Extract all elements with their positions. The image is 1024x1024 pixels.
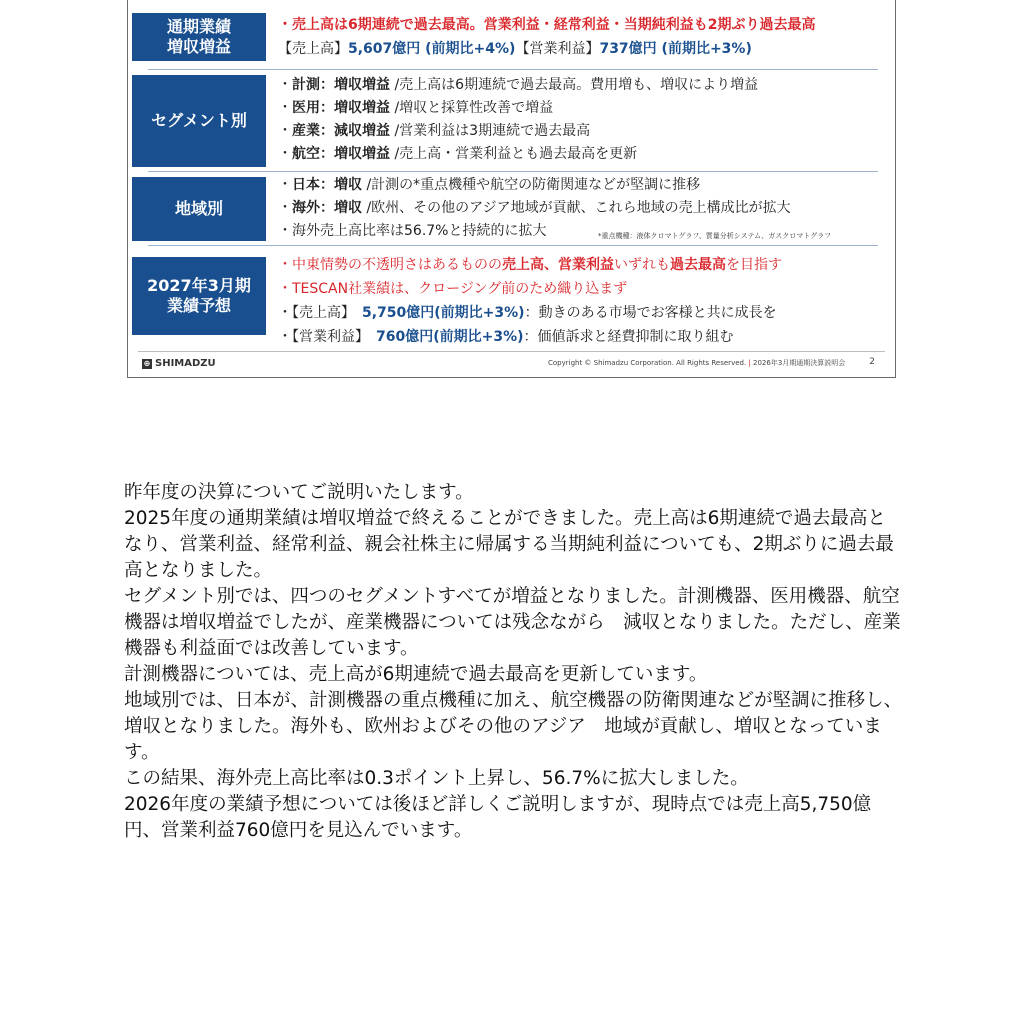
copyright: Copyright © Shimadzu Corporation. All Rights Reserved. | 2026年3月期通期決算説明会 bbox=[548, 359, 846, 367]
line-segment: いずれも bbox=[614, 257, 670, 273]
shimadzu-mark-icon: ⊕ bbox=[143, 358, 151, 368]
line-segment: /売上高・営業利益とも過去最高を更新 bbox=[390, 146, 638, 162]
line-segment: ・ bbox=[278, 123, 292, 139]
line-segment: ：動きのある市場でお客様と共に成長を bbox=[524, 305, 777, 321]
label-annual-results: 通期業績 増収増益 bbox=[132, 13, 266, 61]
line-segment: ・ bbox=[278, 200, 292, 216]
region-line-1 bbox=[278, 175, 700, 195]
segment-line-3 bbox=[278, 121, 590, 141]
key-models-note: *重点機種：液体クロマトグラフ、質量分析システム、ガスクロマトグラフ bbox=[598, 232, 832, 240]
line-segment: 売上高、営業利益 bbox=[502, 257, 614, 273]
slide-footer bbox=[128, 351, 895, 377]
line-segment: /売上高は6期連続で過去最高。費用増も、増収により増益 bbox=[390, 77, 759, 93]
segment-line-1 bbox=[278, 75, 758, 95]
line-segment: 過去最高 bbox=[670, 257, 726, 273]
separator bbox=[148, 69, 878, 70]
line-segment: /計測の*重点機種や航空の防衛関連などが堅調に推移 bbox=[362, 177, 701, 193]
separator bbox=[148, 171, 878, 172]
speaker-notes bbox=[124, 480, 904, 844]
line-segment: 【売上高】 bbox=[278, 41, 348, 57]
line-segment: /欧州、その他のアジア地域が貢献、これら地域の売上構成比が拡大 bbox=[362, 200, 791, 216]
line-segment: ・ bbox=[278, 77, 292, 93]
label-segment: セグメント別 bbox=[132, 75, 266, 167]
line-segment: 産業：減収増益 bbox=[292, 123, 390, 139]
note-paragraph: 地域別では、日本が、計測機器の重点機種に加え、航空機器の防衛関連などが堅調に推移し、増収となりました。海外も、欧州およびその他のアジア 地域が貢献し、増収となっています。 bbox=[124, 690, 903, 763]
line-segment: 医用：増収増益 bbox=[292, 100, 390, 116]
line-segment: 760億円(前期比+3%) bbox=[376, 329, 524, 345]
note-paragraph: 2025年度の通期業績は増収増益で終えることができました。売上高は6期連続で過去最高となり、営業利益、経常利益、親会社株主に帰属する当期純利益についても、2期ぶりに過去最高となりました。 bbox=[124, 508, 894, 581]
note-paragraph: この結果、海外売上高比率は0.3ポイント上昇し、56.7%に拡大しました。 bbox=[124, 768, 749, 789]
line-segment: 海外：増収 bbox=[292, 200, 362, 216]
line-segment: ・ bbox=[278, 100, 292, 116]
line-segment: を目指す bbox=[726, 257, 782, 273]
label-region: 地域別 bbox=[132, 177, 266, 241]
note-paragraph: 計測機器については、売上高が6期連続で過去最高を更新しています。 bbox=[124, 664, 708, 685]
note-paragraph: 2026年度の業績予想については後ほど詳しくご説明しますが、現時点では売上高5,750億円、営業利益760億円を見込んでいます。 bbox=[124, 794, 872, 841]
line-segment: ・ bbox=[278, 223, 292, 239]
shimadzu-logo: ⊕ SHIMADZU bbox=[143, 358, 216, 369]
line-segment: 737億円 (前期比+3%) bbox=[599, 41, 752, 57]
separator bbox=[148, 245, 878, 246]
line-segment: 中東情勢の不透明さはあるものの bbox=[292, 257, 502, 273]
line-segment: ・【売上高】 bbox=[278, 305, 362, 321]
line-segment: ：価値訴求と経費抑制に取り組む bbox=[523, 329, 734, 345]
segment-line-2 bbox=[278, 98, 553, 118]
line-segment: ・【営業利益】 bbox=[278, 329, 376, 345]
forecast-line-2 bbox=[278, 279, 627, 299]
region-line-2 bbox=[278, 198, 791, 218]
line-segment: 【営業利益】 bbox=[515, 41, 600, 57]
annual-line-2 bbox=[278, 39, 752, 59]
forecast-line-3 bbox=[278, 303, 777, 323]
annual-line-1 bbox=[278, 15, 815, 35]
line-segment: 5,750億円(前期比+3%) bbox=[362, 305, 525, 321]
slide bbox=[127, 0, 896, 378]
line-segment: 売上高は6期連続で過去最高。営業利益・経常利益・当期純利益も2期ぶり過去最高 bbox=[292, 17, 816, 33]
line-segment: /営業利益は3期連続で過去最高 bbox=[390, 123, 591, 139]
note-paragraph: 昨年度の決算についてご説明いたします。 bbox=[124, 482, 474, 503]
segment-line-4 bbox=[278, 144, 637, 164]
line-segment: TESCAN社業績は、クロージング前のため織り込まず bbox=[292, 281, 628, 297]
line-segment: 航空：増収増益 bbox=[292, 146, 390, 162]
region-line-3 bbox=[278, 221, 546, 241]
note-paragraph: セグメント別では、四つのセグメントすべてが増益となりました。計測機器、医用機器、航空機器は増収増益でしたが、産業機器については残念ながら 減収となりました。ただし、産業機器も利益面では改善しています。 bbox=[124, 586, 901, 659]
line-segment: 計測：増収増益 bbox=[292, 77, 390, 93]
line-segment: 海外売上高比率は56.7%と持続的に拡大 bbox=[292, 223, 547, 239]
line-segment: ・ bbox=[278, 257, 292, 273]
line-segment: ・ bbox=[278, 177, 292, 193]
line-segment: ・ bbox=[278, 17, 292, 33]
forecast-line-1 bbox=[278, 255, 782, 275]
line-segment: /増収と採算性改善で増益 bbox=[390, 100, 554, 116]
forecast-line-4 bbox=[278, 327, 734, 347]
line-segment: 日本：増収 bbox=[292, 177, 362, 193]
line-segment: ・ bbox=[278, 146, 292, 162]
label-forecast: 2027年3月期 業績予想 bbox=[132, 257, 266, 335]
page-number: 2 bbox=[869, 357, 875, 367]
line-segment: ・ bbox=[278, 281, 292, 297]
line-segment: 5,607億円 (前期比+4%) bbox=[348, 41, 516, 57]
